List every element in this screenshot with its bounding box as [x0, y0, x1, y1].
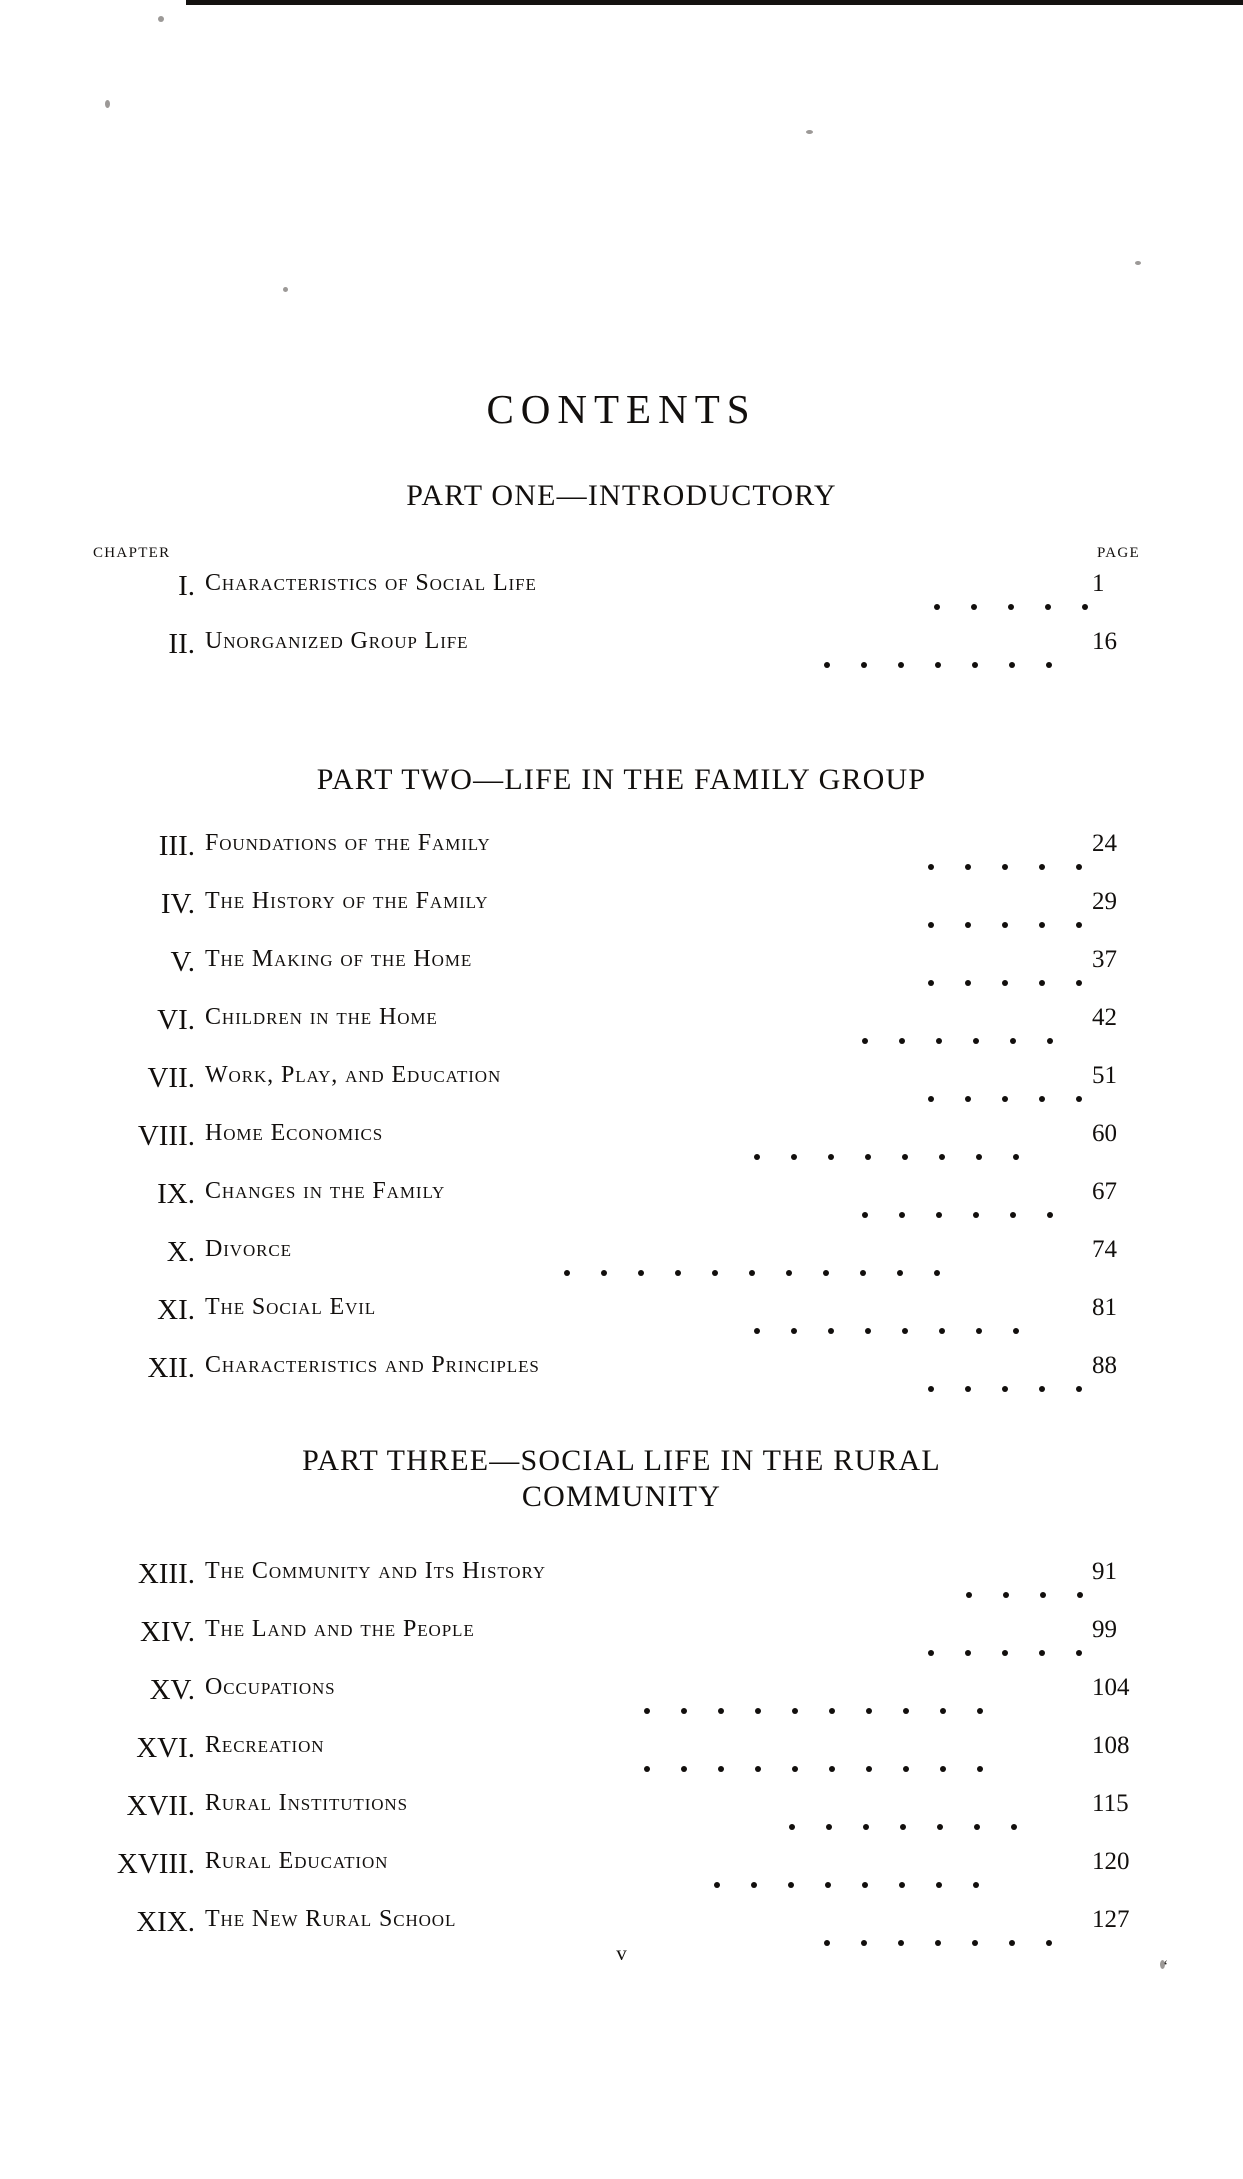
dot-leaders — [831, 1038, 1143, 1046]
page-number: 104 — [1092, 1674, 1130, 1701]
toc-entry[interactable] — [0, 1732, 1243, 1790]
chapter-number: II . — [0, 628, 195, 661]
page-number: 42 — [1092, 1004, 1117, 1031]
toc-entry[interactable] — [0, 1294, 1243, 1352]
chapter-title: Rural Institutions — [205, 1790, 408, 1816]
page-column-label: PAGE — [1097, 545, 1140, 561]
chapter-title: Unorganized Group Life — [205, 628, 469, 654]
chapter-title: Characteristics and Principles — [205, 1352, 540, 1378]
page-number: 74 — [1092, 1236, 1117, 1263]
chapter-number: VIII . — [0, 1120, 195, 1153]
toc-entry[interactable] — [0, 830, 1243, 888]
dot-leaders — [897, 1096, 1143, 1104]
chapter-title: Foundations of the Family — [205, 830, 491, 856]
chapter-number: XIV . — [0, 1616, 195, 1649]
chapter-title: Work, Play, and Education — [205, 1062, 502, 1088]
toc-entry[interactable] — [0, 1352, 1243, 1410]
chapter-number: X . — [0, 1236, 195, 1269]
chapter-title: The Social Evil — [205, 1294, 377, 1320]
chapter-title: The Making of the Home — [205, 946, 473, 972]
dot-leaders — [897, 864, 1143, 872]
chapter-title: The New Rural School — [205, 1906, 457, 1932]
toc-entry[interactable] — [0, 1558, 1243, 1616]
dot-leaders — [723, 1328, 1143, 1336]
page-number: 120 — [1092, 1848, 1130, 1875]
dot-leaders — [935, 1592, 1143, 1600]
page-title: CONTENTS — [486, 386, 757, 432]
dot-leaders — [723, 1154, 1143, 1162]
toc-entry[interactable] — [0, 1178, 1243, 1236]
chapter-title: The Community and Its History — [205, 1558, 546, 1584]
dot-leaders — [897, 1386, 1143, 1394]
toc-entry[interactable] — [0, 888, 1243, 946]
page-number: 24 — [1092, 830, 1117, 857]
part-heading-line-1: PART THREE—SOCIAL LIFE IN THE RURAL — [302, 1444, 941, 1477]
chapter-number: XVIII . — [0, 1848, 195, 1881]
chapter-number: III . — [0, 830, 195, 863]
dot-leaders — [897, 1650, 1143, 1658]
chapter-number: I . — [0, 570, 195, 603]
part-heading-two: PART TWO—LIFE IN THE FAMILY GROUP — [316, 763, 927, 796]
toc-entry[interactable] — [0, 1062, 1243, 1120]
toc-entry[interactable] — [0, 1616, 1243, 1674]
dot-leaders — [831, 1212, 1143, 1220]
dot-leaders — [897, 980, 1143, 988]
toc-entry[interactable] — [0, 1236, 1243, 1294]
chapter-title: Rural Education — [205, 1848, 389, 1874]
dot-leaders — [903, 604, 1143, 612]
toc-entry[interactable] — [0, 1120, 1243, 1178]
scan-speck — [105, 100, 110, 108]
part-heading-one: PART ONE—INTRODUCTORY — [406, 479, 837, 512]
page-number: 99 — [1092, 1616, 1117, 1643]
page-number: 81 — [1092, 1294, 1117, 1321]
chapter-number: VI . — [0, 1004, 195, 1037]
folio-number: v — [616, 1941, 627, 1965]
dot-leaders — [683, 1882, 1143, 1890]
chapter-number: XV . — [0, 1674, 195, 1707]
toc-part-two — [0, 830, 1243, 1410]
dot-leaders — [613, 1708, 1143, 1716]
page-number: 127 — [1092, 1906, 1130, 1933]
scan-speck — [283, 287, 288, 292]
page-number: 108 — [1092, 1732, 1130, 1759]
dot-leaders — [533, 1270, 1143, 1278]
page-number: 60 — [1092, 1120, 1117, 1147]
part-heading-three — [0, 1444, 1243, 1514]
page-number: 88 — [1092, 1352, 1117, 1379]
chapter-number: XIII . — [0, 1558, 195, 1591]
page-number: 67 — [1092, 1178, 1117, 1205]
chapter-number: XII . — [0, 1352, 195, 1385]
page-number: 115 — [1092, 1790, 1129, 1817]
toc-entry[interactable] — [0, 1848, 1243, 1906]
dot-leaders — [613, 1766, 1143, 1774]
page-number: 51 — [1092, 1062, 1117, 1089]
toc-entry[interactable] — [0, 946, 1243, 1004]
chapter-title: The Land and the People — [205, 1616, 475, 1642]
dot-leaders — [793, 662, 1143, 670]
part-heading-line-2: COMMUNITY — [521, 1480, 722, 1513]
chapter-number: IX . — [0, 1178, 195, 1211]
toc-entry[interactable] — [0, 1674, 1243, 1732]
chapter-title: Characteristics of Social Life — [205, 570, 537, 596]
chapter-title: Divorce — [205, 1236, 292, 1262]
chapter-number: IV . — [0, 888, 195, 921]
chapter-number: XVI . — [0, 1732, 195, 1765]
chapter-column-label: CHAPTER — [93, 545, 171, 561]
chapter-title: Children in the Home — [205, 1004, 438, 1030]
toc-entry[interactable] — [0, 628, 1243, 686]
dot-leaders — [758, 1824, 1143, 1832]
dot-leaders — [897, 922, 1143, 930]
page-number: 29 — [1092, 888, 1117, 915]
toc-part-three — [0, 1558, 1243, 1964]
toc-entry[interactable] — [0, 1004, 1243, 1062]
page-number: 91 — [1092, 1558, 1117, 1585]
edge-mark: ʻ — [1163, 1958, 1169, 1975]
chapter-title: Home Economics — [205, 1120, 384, 1146]
chapter-number: V . — [0, 946, 195, 979]
chapter-title: Changes in the Family — [205, 1178, 446, 1204]
page-number: 37 — [1092, 946, 1117, 973]
chapter-number: VII . — [0, 1062, 195, 1095]
chapter-number: XVII . — [0, 1790, 195, 1823]
toc-part-one — [0, 570, 1243, 686]
scan-speck — [806, 130, 813, 134]
toc-entry[interactable] — [0, 1790, 1243, 1848]
toc-entry[interactable] — [0, 570, 1243, 628]
page-number: 1 — [1092, 570, 1105, 597]
chapter-title: Recreation — [205, 1732, 325, 1758]
chapter-number: XI . — [0, 1294, 195, 1327]
chapter-title: The History of the Family — [205, 888, 489, 914]
scan-speck — [158, 16, 164, 22]
page-number: 16 — [1092, 628, 1117, 655]
scan-speck — [1135, 261, 1141, 265]
chapter-number: XIX . — [0, 1906, 195, 1939]
chapter-title: Occupations — [205, 1674, 336, 1700]
page-top-rule — [186, 0, 1243, 5]
